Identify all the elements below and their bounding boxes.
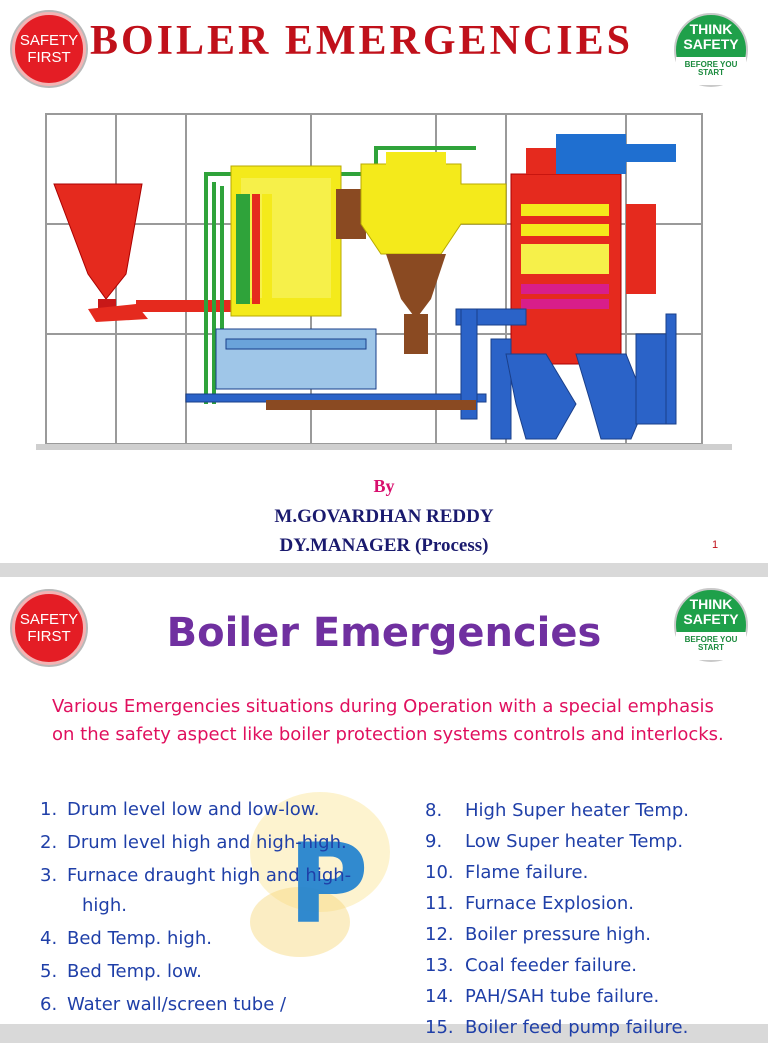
author-name: M.GOVARDHAN REDDY (274, 506, 494, 527)
list-item: 4. Bed Temp. high. (40, 928, 212, 949)
slide-2 (0, 577, 768, 1038)
slide-title: BOILER EMERGENCIES (90, 18, 633, 64)
emergency-list-right (425, 795, 755, 1043)
list-item: 13. Coal feeder failure. (425, 955, 638, 976)
intro-paragraph: Various Emergencies situations during Operation with a special emphasis on the safety aspect like boiler protection systems controls and interlocks. (52, 696, 724, 745)
boiler-plant-diagram (36, 104, 732, 454)
list-item: 9. Low Super heater Temp. (425, 831, 684, 852)
list-item: 10. Flame failure. (425, 862, 589, 883)
safety-first-logo: SAFETY FIRST (12, 12, 86, 86)
safety-first-logo: SAFETY FIRST (12, 591, 86, 665)
list-item: 15. Boiler feed pump failure. (425, 1017, 689, 1038)
list-item: 6. Water wall/screen tube / (40, 994, 287, 1015)
slide-title: Boiler Emergencies (166, 610, 602, 656)
list-item: 12. Boiler pressure high. (425, 924, 651, 945)
list-item: 3. Furnace draught high and high- high. (40, 865, 352, 916)
list-item: 5. Bed Temp. low. (40, 961, 202, 982)
list-item: 11. Furnace Explosion. (425, 893, 634, 914)
author-role: DY.MANAGER (Process) (279, 535, 489, 556)
svg-text:P: P (288, 820, 369, 948)
page-number: 1 (712, 539, 719, 551)
list-item: 14. PAH/SAH tube failure. (425, 986, 660, 1007)
think-safety-logo: THINK SAFETY BEFORE YOU START (674, 588, 748, 662)
list-item: 1. Drum level low and low-low. (40, 799, 320, 820)
list-item: 2. Drum level high and high-high. (40, 832, 347, 853)
byline-label: By (373, 476, 395, 496)
emergency-list-left (40, 795, 390, 1023)
list-item: 8. High Super heater Temp. (425, 800, 690, 821)
think-safety-logo: THINK SAFETY BEFORE YOU START (674, 13, 748, 87)
